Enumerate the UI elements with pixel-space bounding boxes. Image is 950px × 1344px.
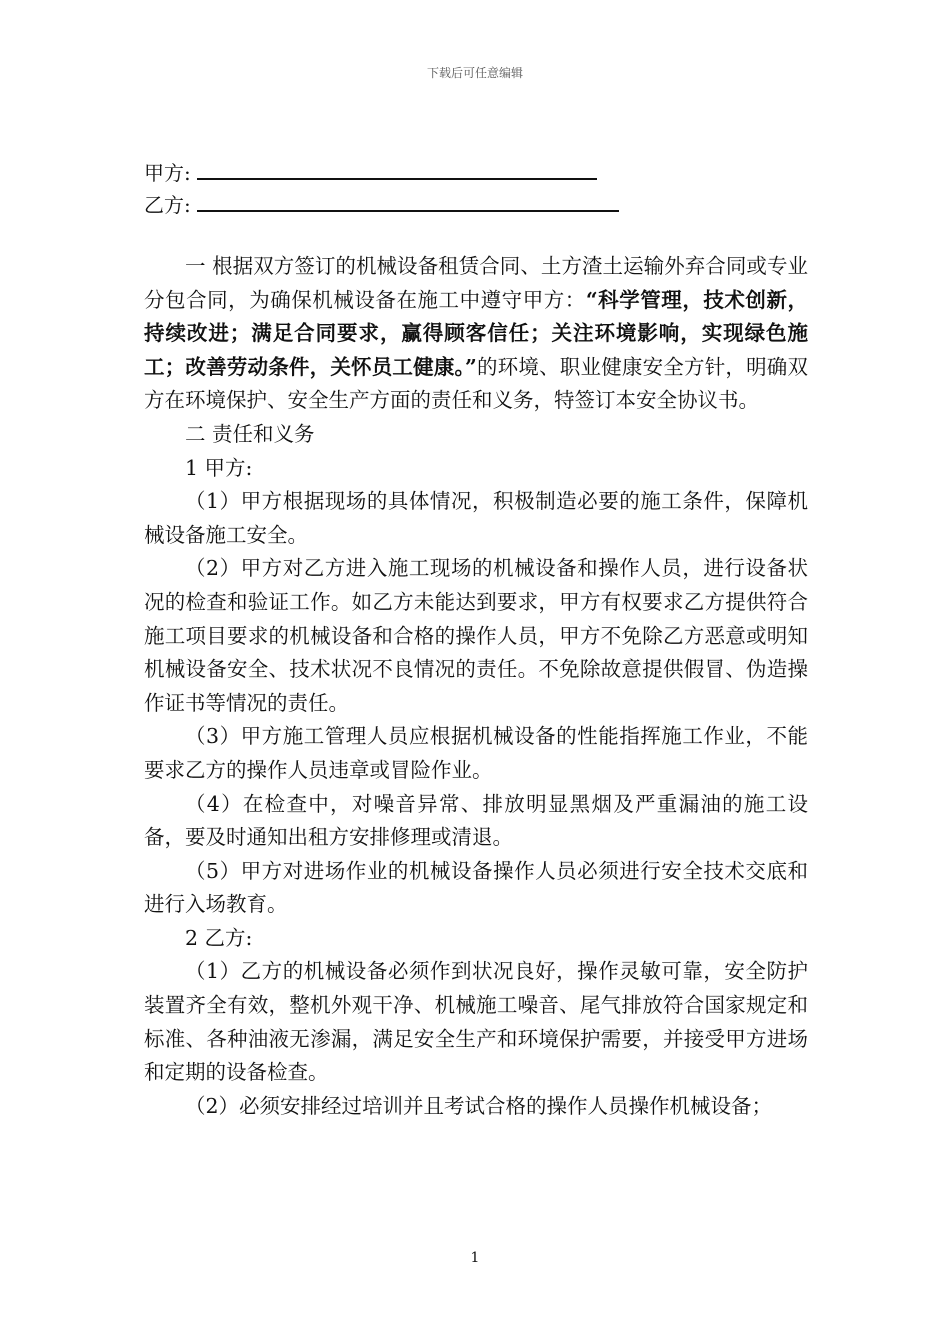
party-b-item-1: （1）乙方的机械设备必须作到状况良好，操作灵敏可靠，安全防护装置齐全有效，整机外观干净、机械施工噪音、尾气排放符合国家规定和标准、各种油液无渗漏，满足安全生产和环境保护需要，并接受甲方进场和定期的设备检查。 bbox=[144, 959, 808, 1085]
page-header-note: 下载后可任意编辑 bbox=[426, 66, 523, 80]
agreement-body bbox=[144, 250, 808, 1123]
party-a-line bbox=[144, 158, 597, 186]
page-number: 1 bbox=[470, 1250, 480, 1266]
party-a-item-3: （3）甲方施工管理人员应根据机械设备的性能指挥施工作业，不能要求乙方的操作人员违章或冒险作业。 bbox=[144, 724, 808, 782]
party-a-heading: 1 甲方: bbox=[185, 455, 253, 480]
section-1-intro: 一 根据双方签订的机械设备租赁合同、土方渣土运输外弃合同或专业分包合同，为确保机械设备在施工中遵守甲方： bbox=[144, 254, 808, 312]
party-a-item-5: （5）甲方对进场作业的机械设备操作人员必须进行安全技术交底和进行入场教育。 bbox=[144, 858, 808, 917]
party-b-label: 乙方: bbox=[144, 193, 191, 217]
section-2-title: 二 责任和义务 bbox=[185, 421, 315, 446]
section-1-paragraph bbox=[144, 250, 808, 418]
party-b-item-2: （2）必须安排经过培训并且考试合格的操作人员操作机械设备； bbox=[185, 1093, 773, 1118]
party-b-blank bbox=[197, 190, 619, 212]
section-1-rest: 的环境、职业健康安全方针，明确双方在环境保护、安全生产方面的责任和义务，特签订本安全协议书。 bbox=[144, 354, 809, 413]
party-b-line bbox=[144, 190, 619, 218]
party-a-item-4: （4）在检查中，对噪音异常、排放明显黑烟及严重漏油的施工设备，要及时通知出租方安排修理或清退。 bbox=[144, 791, 808, 850]
party-b-heading: 2 乙方: bbox=[185, 925, 253, 950]
party-a-item-1: （1）甲方根据现场的具体情况，积极制造必要的施工条件，保障机械设备施工安全。 bbox=[144, 489, 808, 547]
section-1-policy: “科学管理，技术创新，持续改进；满足合同要求，赢得顾客信任；关注环境影响，实现绿色施工；改善劳动条件，关怀员工健康。” bbox=[144, 287, 809, 379]
party-a-item-2: （2）甲方对乙方进入施工现场的机械设备和操作人员，进行设备状况的检查和验证工作。如乙方未能达到要求，甲方有权要求乙方提供符合施工项目要求的机械设备和合格的操作人员，甲方不免除乙方恶意或明知机械设备安全、技术状况不良情况的责任。不免除故意提供假冒、伪造操作证书等情况的责任。 bbox=[144, 556, 808, 715]
party-a-label: 甲方: bbox=[144, 161, 191, 185]
party-a-blank bbox=[197, 158, 597, 180]
